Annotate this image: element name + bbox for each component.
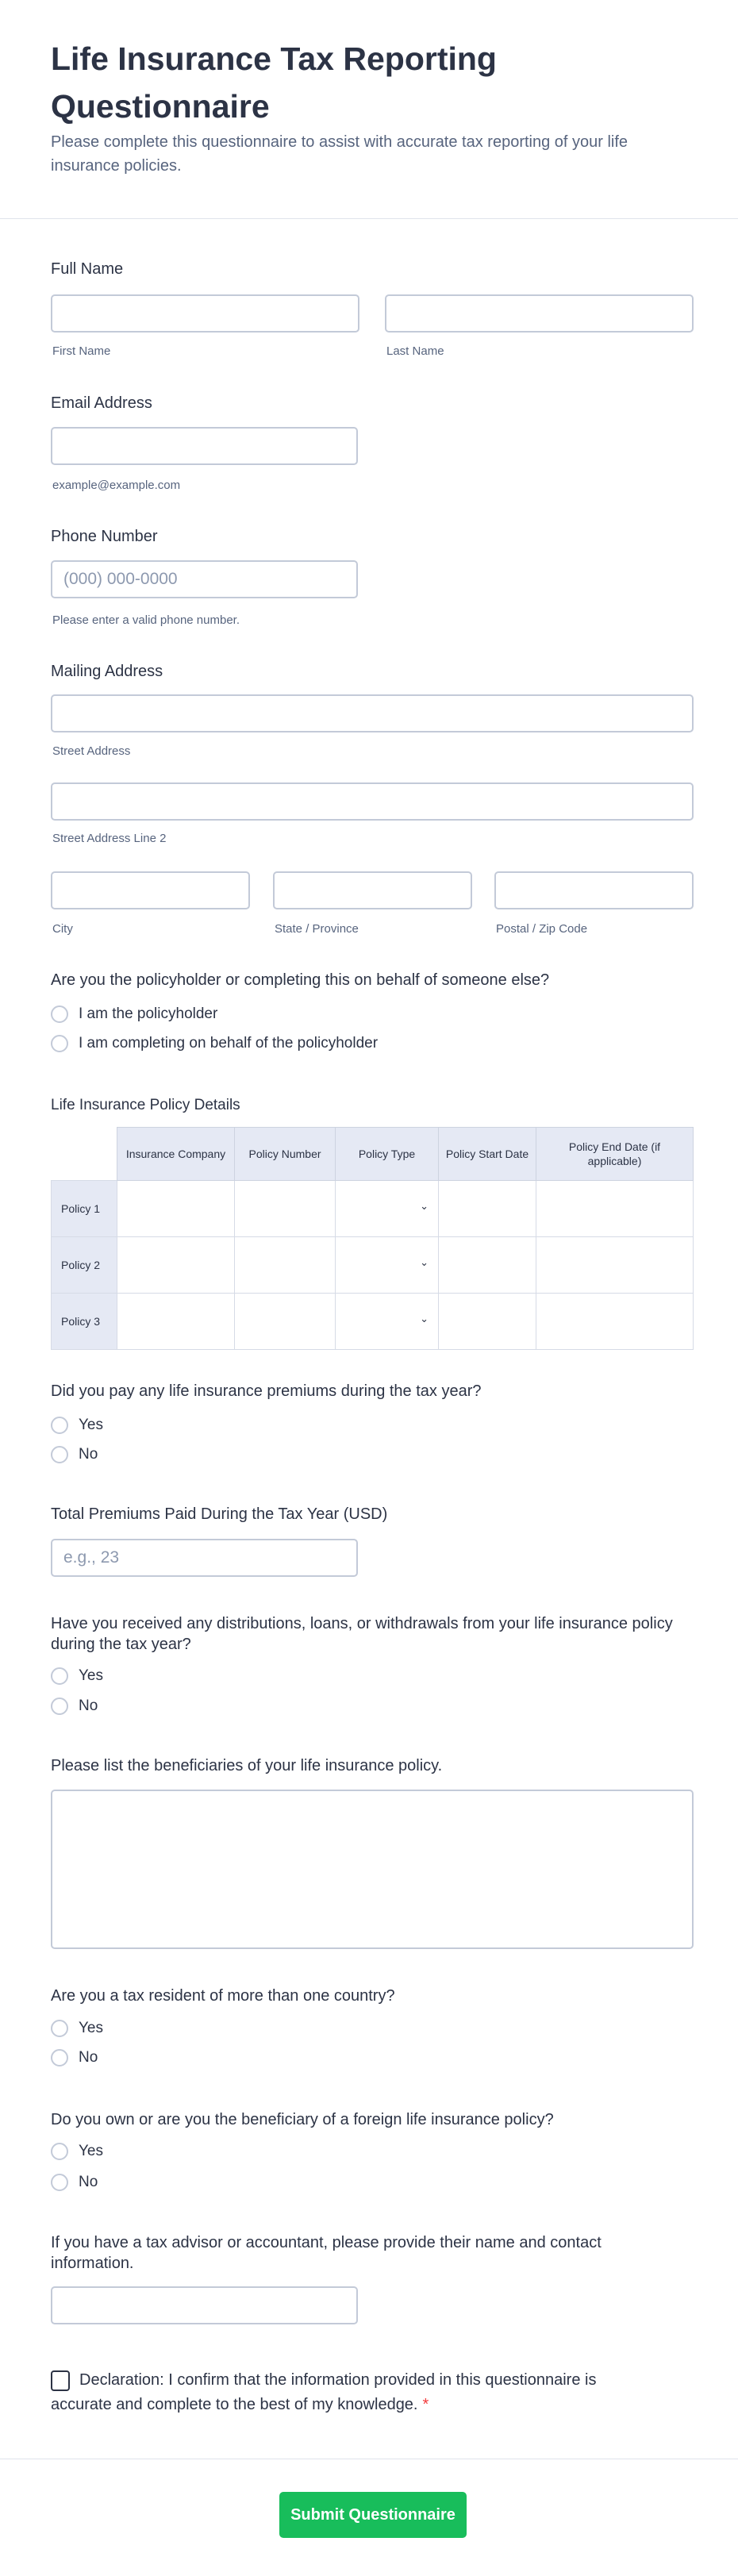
radio-foreign-yes[interactable] xyxy=(51,2143,103,2160)
radio-circle[interactable] xyxy=(51,1697,68,1715)
insurance-company-cell[interactable] xyxy=(117,1294,235,1350)
radio-foreign-no[interactable] xyxy=(51,2174,98,2191)
full-name-label: Full Name xyxy=(51,260,124,278)
policyholder-question: Are you the policyholder or completing this on behalf of someone else? xyxy=(51,971,550,989)
radio-circle[interactable] xyxy=(51,1667,68,1685)
state-sublabel: State / Province xyxy=(275,922,359,936)
policy-number-cell[interactable] xyxy=(235,1181,336,1237)
address-label: Mailing Address xyxy=(51,663,163,680)
last-name-sublabel: Last Name xyxy=(386,344,444,358)
radio-premiums-yes[interactable] xyxy=(51,1417,103,1434)
radio-label: Yes xyxy=(79,1417,103,1433)
table-row xyxy=(52,1181,694,1237)
email-label: Email Address xyxy=(51,394,152,412)
city-input[interactable] xyxy=(51,871,250,909)
policy-table-label: Life Insurance Policy Details xyxy=(51,1097,240,1113)
phone-placeholder: (000) 000-0000 xyxy=(63,570,178,588)
email-input[interactable] xyxy=(51,427,358,465)
tax-resident-question: Are you a tax resident of more than one country? xyxy=(51,1987,395,2005)
header-divider xyxy=(0,218,738,219)
radio-label: I am the policyholder xyxy=(79,1005,218,1022)
advisor-label: If you have a tax advisor or accountant, please provide their name and contact information. xyxy=(51,2234,602,2272)
street-input[interactable] xyxy=(51,694,694,732)
row-header: Policy 2 xyxy=(52,1237,117,1294)
table-row xyxy=(52,1294,694,1350)
street-sublabel: Street Address xyxy=(52,744,131,758)
declaration xyxy=(51,2368,654,2417)
column-header: Policy Start Date xyxy=(439,1128,536,1181)
radio-label: Yes xyxy=(79,2143,103,2159)
state-input[interactable] xyxy=(273,871,472,909)
end-date-cell[interactable] xyxy=(536,1181,694,1237)
start-date-cell[interactable] xyxy=(439,1181,536,1237)
email-helper: example@example.com xyxy=(52,479,181,492)
page-subtitle: Please complete this questionnaire to assist with accurate tax reporting of your life insurance policies. xyxy=(51,133,628,175)
page-title: Life Insurance Tax Reporting Questionnaire xyxy=(51,40,497,125)
advisor-input[interactable] xyxy=(51,2286,358,2324)
policy-type-select[interactable] xyxy=(336,1181,439,1237)
radio-policyholder[interactable] xyxy=(51,1005,217,1023)
required-mark: * xyxy=(422,2396,429,2413)
street2-input[interactable] xyxy=(51,782,694,821)
radio-label: No xyxy=(79,2049,98,2066)
street2-sublabel: Street Address Line 2 xyxy=(52,832,167,845)
radio-tax-resident-no[interactable] xyxy=(51,2049,98,2067)
radio-on-behalf[interactable] xyxy=(51,1035,378,1052)
insurance-company-cell[interactable] xyxy=(117,1181,235,1237)
declaration-text: Declaration: I confirm that the information provided in this questionnaire is accurate and complete to the best of my knowledge. xyxy=(51,2371,597,2413)
policy-type-select[interactable] xyxy=(336,1237,439,1294)
column-header: Policy End Date (if applicable) xyxy=(536,1128,694,1181)
phone-helper: Please enter a valid phone number. xyxy=(52,613,240,627)
radio-label: No xyxy=(79,2174,98,2190)
table-header-row xyxy=(52,1128,694,1181)
policy-number-cell[interactable] xyxy=(235,1294,336,1350)
beneficiaries-textarea[interactable] xyxy=(51,1790,694,1949)
radio-distributions-yes[interactable] xyxy=(51,1667,103,1685)
first-name-input[interactable] xyxy=(51,294,359,333)
chevron-down-icon: ⌄ xyxy=(420,1313,429,1325)
total-premiums-placeholder: e.g., 23 xyxy=(63,1548,120,1567)
radio-distributions-no[interactable] xyxy=(51,1697,98,1715)
submit-button[interactable]: Submit Questionnaire xyxy=(279,2492,467,2538)
policy-details-table xyxy=(51,1127,694,1350)
radio-label: No xyxy=(79,1446,98,1463)
radio-label: No xyxy=(79,1697,98,1714)
start-date-cell[interactable] xyxy=(439,1294,536,1350)
total-premiums-input[interactable] xyxy=(51,1539,358,1577)
chevron-down-icon: ⌄ xyxy=(420,1256,429,1268)
radio-label: I am completing on behalf of the policyholder xyxy=(79,1035,379,1052)
chevron-down-icon: ⌄ xyxy=(420,1200,429,1212)
end-date-cell[interactable] xyxy=(536,1294,694,1350)
radio-circle[interactable] xyxy=(51,2174,68,2191)
insurance-company-cell[interactable] xyxy=(117,1237,235,1294)
radio-circle[interactable] xyxy=(51,2049,68,2067)
city-sublabel: City xyxy=(52,922,73,936)
last-name-input[interactable] xyxy=(385,294,694,333)
radio-circle[interactable] xyxy=(51,2143,68,2160)
foreign-policy-question: Do you own or are you the beneficiary of a foreign life insurance policy? xyxy=(51,2111,554,2128)
column-header: Policy Number xyxy=(235,1128,336,1181)
radio-circle[interactable] xyxy=(51,1417,68,1434)
distributions-question: Have you received any distributions, loans, or withdrawals from your life insurance policy during the tax year? xyxy=(51,1615,673,1653)
zip-sublabel: Postal / Zip Code xyxy=(496,922,588,936)
radio-label: Yes xyxy=(79,2020,103,2036)
radio-tax-resident-yes[interactable] xyxy=(51,2020,103,2037)
column-header: Policy Type xyxy=(336,1128,439,1181)
total-premiums-label: Total Premiums Paid During the Tax Year (USD) xyxy=(51,1505,388,1523)
phone-label: Phone Number xyxy=(51,528,158,545)
end-date-cell[interactable] xyxy=(536,1237,694,1294)
radio-circle[interactable] xyxy=(51,1005,68,1023)
radio-premiums-no[interactable] xyxy=(51,1446,98,1463)
radio-circle[interactable] xyxy=(51,2020,68,2037)
corner-cell xyxy=(52,1128,117,1181)
zip-input[interactable] xyxy=(494,871,694,909)
table-row xyxy=(52,1237,694,1294)
start-date-cell[interactable] xyxy=(439,1237,536,1294)
row-header: Policy 3 xyxy=(52,1294,117,1350)
declaration-checkbox[interactable] xyxy=(51,2370,70,2391)
policy-number-cell[interactable] xyxy=(235,1237,336,1294)
policy-type-select[interactable] xyxy=(336,1294,439,1350)
beneficiaries-label: Please list the beneficiaries of your life insurance policy. xyxy=(51,1757,443,1774)
radio-circle[interactable] xyxy=(51,1035,68,1052)
column-header: Insurance Company xyxy=(117,1128,235,1181)
first-name-sublabel: First Name xyxy=(52,344,111,358)
radio-circle[interactable] xyxy=(51,1446,68,1463)
phone-input[interactable] xyxy=(51,560,358,598)
premiums-question: Did you pay any life insurance premiums during the tax year? xyxy=(51,1382,482,1400)
row-header: Policy 1 xyxy=(52,1181,117,1237)
radio-label: Yes xyxy=(79,1667,103,1684)
